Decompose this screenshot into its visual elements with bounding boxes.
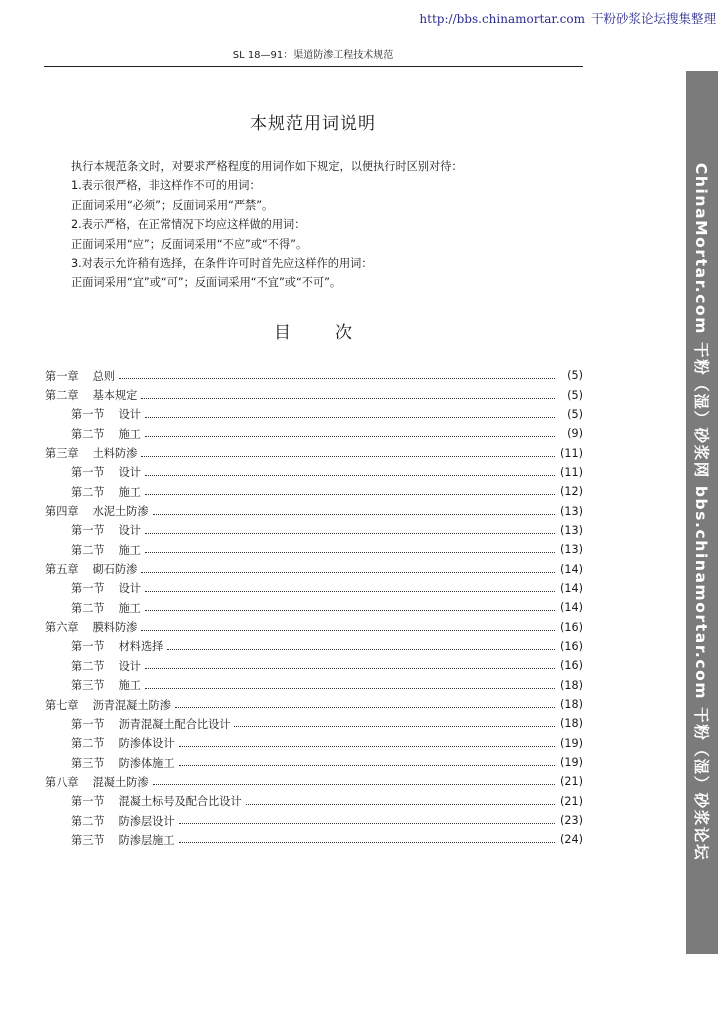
toc-leader-dots (145, 591, 555, 592)
toc-section-row[interactable] (45, 424, 583, 443)
usage-line: 执行本规范条文时，对要求严格程度的用词作如下规定，以便执行时区别对待： (71, 160, 463, 173)
toc-entry-title: 材料选择 (118, 640, 164, 654)
toc-page-number: (16) (560, 659, 583, 673)
toc-page-number: (14) (560, 601, 583, 615)
usage-line: 3.对表示允许稍有选择，在条件许可时首先应这样作的用词： (71, 257, 373, 271)
toc-leader-dots (145, 417, 555, 418)
toc-entry-title: 混凝土防渗 (92, 775, 149, 789)
toc-section-row[interactable] (45, 714, 583, 733)
toc-section-row[interactable] (45, 656, 583, 675)
toc-page-number: (18) (560, 698, 583, 712)
toc-chapter-row[interactable] (45, 366, 583, 385)
toc-leader-dots (145, 436, 555, 437)
toc-number: 第二节 (71, 485, 105, 499)
toc-leader-dots (145, 668, 555, 669)
toc-section-row[interactable] (45, 734, 583, 753)
usage-line: 正面词采用“宜”或“可”；反面词采用“不宜”或“不可”。 (71, 276, 342, 290)
toc-entry-title: 防渗层施工 (118, 833, 175, 847)
toc-leader-dots (179, 823, 555, 824)
toc-page-number: (12) (560, 485, 583, 499)
toc-number: 第二节 (71, 737, 105, 751)
toc-number: 第五章 (45, 563, 79, 577)
toc-entry-title: 混凝土标号及配合比设计 (118, 795, 242, 809)
toc-leader-dots (119, 378, 555, 379)
toc-section-row[interactable] (45, 830, 583, 849)
watermark-sidebar (686, 71, 718, 954)
toc-section-row[interactable] (45, 753, 583, 772)
toc-page-number: (18) (560, 717, 583, 731)
usage-line: 正面词采用“必须”；反面词采用“严禁”。 (71, 198, 274, 212)
toc-number: 第三节 (71, 756, 105, 770)
toc-page-number: (13) (560, 543, 583, 557)
toc-number: 第八章 (45, 775, 79, 789)
toc-title-char: 目 (274, 323, 291, 343)
toc-section-row[interactable] (45, 482, 583, 501)
toc-page-number: (21) (560, 794, 583, 808)
toc-section-row[interactable] (45, 676, 583, 695)
toc-chapter-row[interactable] (45, 443, 583, 462)
toc-leader-dots (145, 494, 555, 495)
toc-entry-title: 施工 (118, 679, 141, 693)
toc-chapter-row[interactable] (45, 617, 583, 636)
toc-entry-title: 施工 (118, 427, 141, 441)
toc-page-number: (23) (560, 814, 583, 828)
toc-number: 第一节 (71, 582, 105, 596)
toc-number: 第二节 (71, 659, 105, 673)
toc-page-number: (19) (560, 756, 583, 770)
toc-entry-title: 防渗体施工 (118, 756, 175, 770)
toc-number: 第一节 (71, 524, 105, 538)
toc-number: 第六章 (45, 621, 79, 635)
toc-number: 第二节 (71, 427, 105, 441)
toc-number: 第四章 (45, 505, 79, 519)
toc-leader-dots (145, 533, 555, 534)
watermark-header (419, 9, 716, 27)
toc-chapter-row[interactable] (45, 772, 583, 791)
toc-section-row[interactable] (45, 540, 583, 559)
toc-entry-title: 设计 (118, 408, 141, 422)
toc-leader-dots (179, 746, 555, 747)
toc-leader-dots (145, 610, 555, 611)
toc-section-row[interactable] (45, 792, 583, 811)
usage-line: 1.表示很严格，非这样作不可的用词： (71, 179, 261, 193)
toc-leader-dots (141, 398, 555, 399)
toc-page-number: (9) (567, 427, 583, 441)
toc-section-row[interactable] (45, 579, 583, 598)
toc-page-number: (14) (560, 562, 583, 576)
running-header: SL 18—91：渠道防渗工程技术规范 (232, 50, 394, 61)
toc-entry-title: 设计 (118, 659, 141, 673)
toc-number: 第三章 (45, 447, 79, 461)
toc-leader-dots (141, 572, 555, 573)
toc-leader-dots (141, 456, 555, 457)
toc-number: 第一节 (71, 717, 105, 731)
toc-page-number: (16) (560, 639, 583, 653)
toc-number: 第一章 (45, 369, 79, 383)
toc-page-number: (5) (567, 407, 583, 421)
table-of-contents (45, 366, 583, 850)
toc-number: 第二章 (45, 389, 79, 403)
usage-title: 本规范用词说明 (250, 114, 376, 134)
toc-leader-dots (167, 649, 555, 650)
toc-section-row[interactable] (45, 637, 583, 656)
toc-page-number: (5) (567, 369, 583, 383)
watermark-label: 干粉砂浆论坛搜集整理 (590, 11, 716, 26)
toc-leader-dots (234, 726, 555, 727)
toc-number: 第一节 (71, 795, 105, 809)
toc-chapter-row[interactable] (45, 385, 583, 404)
toc-entry-title: 沥青混凝土防渗 (92, 698, 171, 712)
toc-leader-dots (141, 630, 555, 631)
toc-number: 第三节 (71, 833, 105, 847)
toc-chapter-row[interactable] (45, 559, 583, 578)
toc-entry-title: 设计 (118, 466, 141, 480)
toc-leader-dots (179, 842, 555, 843)
toc-page-number: (11) (560, 465, 583, 479)
toc-section-row[interactable] (45, 521, 583, 540)
toc-entry-title: 沥青混凝土配合比设计 (118, 717, 231, 731)
toc-entry-title: 设计 (118, 582, 141, 596)
toc-number: 第一节 (71, 640, 105, 654)
toc-section-row[interactable] (45, 405, 583, 424)
toc-page-number: (19) (560, 736, 583, 750)
toc-leader-dots (153, 784, 555, 785)
toc-entry-title: 土料防渗 (92, 447, 138, 461)
toc-chapter-row[interactable] (45, 501, 583, 520)
header-rule (44, 66, 583, 67)
toc-number: 第一节 (71, 466, 105, 480)
toc-page-number: (13) (560, 523, 583, 537)
toc-number: 第二节 (71, 601, 105, 615)
toc-title (44, 318, 582, 343)
usage-line: 正面词采用“应”；反面词采用“不应”或“不得”。 (71, 237, 308, 251)
toc-entry-title: 施工 (118, 543, 141, 557)
toc-number: 第一节 (71, 408, 105, 422)
watermark-url[interactable]: http://bbs.chinamortar.com (419, 12, 585, 26)
toc-entry-title: 膜料防渗 (92, 621, 138, 635)
toc-section-row[interactable] (45, 811, 583, 830)
toc-page-number: (13) (560, 504, 583, 518)
toc-section-row[interactable] (45, 598, 583, 617)
toc-page-number: (16) (560, 620, 583, 634)
toc-entry-title: 水泥土防渗 (92, 505, 149, 519)
toc-page-number: (14) (560, 581, 583, 595)
toc-section-row[interactable] (45, 463, 583, 482)
toc-entry-title: 总则 (92, 369, 115, 383)
usage-text (71, 157, 571, 293)
toc-leader-dots (179, 765, 555, 766)
toc-entry-title: 基本规定 (92, 389, 138, 403)
toc-leader-dots (145, 688, 555, 689)
toc-page-number: (24) (560, 833, 583, 847)
toc-page-number: (5) (567, 388, 583, 402)
toc-entry-title: 防渗体设计 (118, 737, 175, 751)
toc-title-char: 次 (335, 323, 352, 343)
usage-line: 2.表示严格，在正常情况下均应这样做的用词： (71, 218, 306, 232)
toc-entry-title: 设计 (118, 524, 141, 538)
toc-number: 第二节 (71, 814, 105, 828)
toc-entry-title: 施工 (118, 485, 141, 499)
toc-page-number: (18) (560, 678, 583, 692)
toc-page-number: (11) (560, 446, 583, 460)
sidebar-text: ChinaMortar.com 干粉（湿）砂浆网 bbs.chinamortar.com 干粉（湿）砂浆论坛 (692, 162, 710, 862)
toc-entry-title: 施工 (118, 601, 141, 615)
toc-number: 第七章 (45, 698, 79, 712)
toc-number: 第三节 (71, 679, 105, 693)
toc-leader-dots (246, 804, 555, 805)
toc-leader-dots (145, 552, 555, 553)
toc-leader-dots (153, 514, 555, 515)
toc-leader-dots (175, 707, 555, 708)
toc-entry-title: 砌石防渗 (92, 563, 138, 577)
toc-page-number: (21) (560, 775, 583, 789)
toc-number: 第二节 (71, 543, 105, 557)
toc-chapter-row[interactable] (45, 695, 583, 714)
toc-entry-title: 防渗层设计 (118, 814, 175, 828)
toc-leader-dots (145, 475, 555, 476)
